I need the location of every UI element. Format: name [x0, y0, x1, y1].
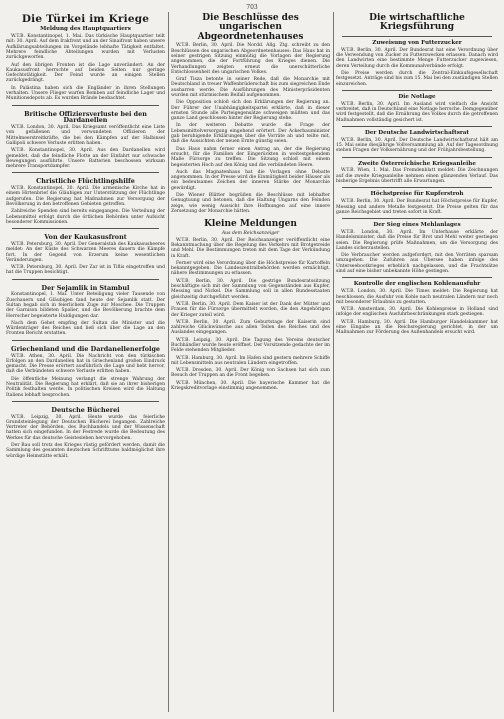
article-paragraph: In der weiteren Debatte wurde die Frage der Lebensmittelversorgung eingehend erörtert. Der Ackerbauminister gab beruhigende Erklärungen über die Vorräte ab und teilte mit, daß die Aussichten der neuen Ernte günstig seien. [171, 123, 330, 145]
section-heading: Britische Offiziersverluste bei den Dardanellen [24, 109, 147, 125]
article-paragraph: W.T.B. Berlin, 30. April. Im Ausland wird vielfach die Ansicht verbreitet, daß in Deutschland eine Notlage herrsche. Demgegenüber wird festgestellt, daß die Ernährung des Volkes durch die getroffenen Maßnahmen vollständig gesichert ist. [336, 101, 498, 123]
article-paragraph: W.T.B. London, 30. April. Das Kriegsamt veröffentlicht eine Liste von gefallenen und verwundeten Offizieren der Mittelmeerstreitkräfte, die bei den Kämpfen auf der Halbinsel Gallipoli schwere Verluste erlitten haben. [6, 125, 165, 146]
section-divider [12, 172, 159, 173]
article-paragraph: Der Bau soll trotz des Krieges rüstig gefördert werden, damit die Sammlung des gesamten deutschen Schrifttums baldmöglichst ihre würdige Heimstätte erhält. [6, 443, 165, 459]
section-divider [342, 187, 492, 188]
article-paragraph: In Palästina haben sich die Engländer in ihren Stellungen verhalten. Unsere Flieger warfen Bomben auf feindliche Lager und Munitionsdepots ab. Es wurden Brände beobachtet. [6, 85, 165, 102]
section-divider [342, 218, 492, 219]
section-dateline: Aus dem Reichsanzeiger [221, 230, 280, 236]
middle-column [171, 12, 330, 712]
article-paragraph: W.T.B. Berlin, 30. April. Die Nordd. Allg. Ztg. schreibt zu den Beschlüssen des ungarischen Abgeordnetenhauses: Das Haus hat in seiner gestrigen Sitzung einmütig die Vorlagen der Regierung angenommen, die der Fortführung des Krieges dienen. Die Verhandlungen zeigten erneut die unerschütterliche Entschlossenheit des ungarischen Volkes. [171, 43, 330, 75]
right-column [336, 12, 498, 712]
article-paragraph: W.T.B. Petersburg, 30. April. Der Generalstab des Kaukasusheeres meldet: An der Küste des Schwarzen Meeres dauern die Kämpfe fort. In der Gegend von Erzerum keine wesentlichen Veränderungen. [6, 241, 165, 263]
article-paragraph: Die öffentliche Meinung verlangt die strenge Wahrung der Neutralität. Die Regierung hat erklärt, daß sie an ihrer bisherigen Politik festhalten werde. In politischen Kreisen wird die Haltung Italiens lebhaft besprochen. [6, 376, 165, 398]
section-divider [12, 340, 159, 341]
article-paragraph: Graf Tisza betonte in seiner Rede, daß die Monarchie mit Deutschland in treuer Waffenbrüderschaft bis zum siegreichen Ende ausharren werde. Die Ausführungen des Ministerpräsidenten wurden mit stürmischem Beifall aufgenommen. [171, 77, 330, 98]
article-paragraph: W.T.B. Berlin, 30. April. Zum Geburtstage der Kaiserin sind zahlreiche Glückwünsche aus allen Teilen des Reiches und des Auslandes eingegangen. [171, 319, 330, 336]
article-paragraph: W.T.B. Dresden, 30. April. Der König von Sachsen hat sich zum Besuch der Truppen an die Front begeben. [171, 368, 330, 379]
right-column-body [336, 36, 498, 336]
section-heading: Der Sejamlik in Stambul [41, 283, 130, 292]
article-paragraph: W.T.B. Amsterdam, 30. April. Die Kohlenpreise in Holland sind infolge der englischen Ausfuhrbeschränkungen stark gestiegen. [336, 307, 498, 318]
article-paragraph: W.T.B. Leipzig, 30. April. Die Tagung des Vereins deutscher Buchhändler wurde heute eröffnet. Der Vorsitzende gedachte der im Felde stehenden Mitglieder. [171, 337, 330, 354]
section-subheading: Kontrolle der englischen Kohlenausfuhr [353, 281, 481, 288]
section-subheading: Zweite Österreichische Kriegsanleihe [358, 160, 476, 167]
section-subheading: Der Deutsche Landwirtschaftsrat [364, 129, 470, 136]
article-paragraph: Ferner wird eine Verordnung über die Höchstpreise für Kartoffeln bekanntgegeben. Die Landeszentralbehörden werden ermächtigt, nähere Bestimmungen zu erlassen. [171, 260, 330, 277]
article-paragraph: Konstantinopel, 1. Mai. Unter Beteiligung vieler Tausende von Zuschauern und Gläubigen fand heute der Sejamlik statt. Der Sultan begab sich in feierlichem Zuge zur Moschee. Die Truppen der Garnison bildeten Spalier, und die Bevölkerung brachte dem Herrscher begeisterte Huldigungen dar. [6, 292, 165, 319]
section-divider [342, 157, 492, 158]
section-divider [12, 401, 159, 402]
middle-column-body [171, 43, 330, 391]
left-column-body [6, 34, 165, 459]
article-paragraph: W.T.B. Berlin, 30. April. Die gestrige Bundesratssitzung beschäftigte sich mit der Sammlung von Gegenständen aus Kupfer, Messing und Nickel. Die Sammlung soll in allen Bundesstaaten gleichzeitig durchgeführt werden. [171, 278, 330, 300]
section-heading: Von der Kaukasusfront [44, 233, 127, 242]
left-column-title: Die Türkei im Kriege [21, 13, 150, 25]
article-paragraph: W.T.B. Wien, 1. Mai. Das Fremdenblatt meldet: Die Zeichnungen auf die zweite Kriegsanleihe nehmen einen glänzenden Verlauf. Das bisherige Ergebnis übertrifft alle Erwartungen. [336, 168, 498, 185]
article-paragraph: W.T.B. Konstantinopel, 30. April. Aus den Dardanellen wird gemeldet, daß die feindliche Flotte an der Einfahrt nur schwache Bewegungen ausführte. Unsere Batterien beschossen wirksam mehrere Transportdampfer. [6, 148, 165, 170]
article-paragraph: W.T.B. Berlin, 30. April. Der Bundesrat hat Höchstpreise für Kupfer, Messing und andere Metalle festgesetzt. Die Preise gelten für das ganze Reichsgebiet und treten sofort in Kraft. [336, 199, 498, 215]
article-paragraph: W.T.B. Petersburg, 30. April. Der Zar ist in Tiflis eingetroffen und hat die Truppen besichtigt. [6, 265, 165, 276]
column-rule [333, 12, 334, 712]
section-subheading: Der Sieg eines Mehlanlages [373, 222, 461, 229]
section-heading: Griechenland und die Dardanellenerfolge [11, 344, 160, 353]
article-paragraph: Auf den übrigen Fronten ist die Lage unverändert. An der Kaukasusfront herrschte auf beiden Seiten nur geringe Gefechtstätigkeit. Der Feind wurde an einigen Stellen zurückgedrängt. [6, 62, 165, 84]
section-divider [342, 126, 492, 127]
middle-column-title: Die Beschlüsse des ungarischen Abgeordnetenhauses [197, 13, 304, 42]
article-paragraph: Die Preise werden durch die Zentral-Einkaufsgesellschaft festgesetzt. Anträge sind bis zum 15. Mai bei den zuständigen Stellen einzureichen. [336, 70, 498, 87]
section-subheading: Die Notlage [398, 93, 436, 100]
article-paragraph: Die Opposition schloß sich den Erklärungen der Regierung an. Der Führer der Unabhängigkeitspartei erklärte, daß in dieser ernsten Stunde alle Parteigegensätze schweigen müßten und das ganze Land geschlossen hinter der Regierung stehe. [171, 100, 330, 122]
article-paragraph: Das Haus nahm ferner einen Antrag an, der die Regierung ersucht, für die Familien der Eingerückten in weitestgehendem Maße Fürsorge zu treffen. Die Sitzung schloß mit einem begeisterten Hoch auf den König und die verbündeten Heere. [171, 146, 330, 168]
section-divider [12, 105, 159, 106]
left-column [6, 12, 165, 712]
section-divider [342, 90, 492, 91]
article-paragraph: W.T.B. London, 30. April. Im Unterhause erklärte der Handelsminister, daß die Preise für Brot und Mehl weiter gestiegen seien. Die Regierung prüfe Maßnahmen, um die Versorgung des Landes sicherzustellen. [336, 229, 498, 251]
article-paragraph: Die Verbraucher werden aufgefordert, mit den Vorräten sparsam umzugehen. Die Zufuhren aus Übersee haben infolge des Unterseebootkrieges erheblich nachgelassen, und die Frachtsätze sind auf eine bisher unbekannte Höhe gestiegen. [336, 253, 498, 275]
article-paragraph: Die Wiener Blätter begrüßen die Beschlüsse mit lebhafter Genugtuung und betonen, daß die Haltung Ungarns den Feinden zeige, wie wenig Aussicht ihre Hoffnungen auf eine innere Zersetzung der Monarchie hätten. [171, 193, 330, 214]
article-paragraph: W.T.B. Berlin, 30. April. Der Reichsanzeiger veröffentlicht eine Bekanntmachung über die Regelung des Verkehrs mit Brotgetreide und Mehl. Die Bestimmungen treten mit dem Tage der Verkündung in Kraft. [171, 237, 330, 259]
article-paragraph: W.T.B. Konstantinopel, 1. Mai. Das türkische Hauptquartier teilt mit: 30. April. Auf dem Irakfront und an der Sinaifront haben unsere Aufklärungsabteilungen im Vorgelände lebhafte Tätigkeit entfaltet. Mehrere feindliche Abteilungen wurden mit Verlusten zurückgeworfen. [6, 34, 165, 61]
article-paragraph: W.T.B. Hamburg, 30. April. Im Hafen sind gestern mehrere Schiffe mit Lebensmitteln aus neutralen Ländern eingetroffen. [171, 355, 330, 366]
page-number: 703 [246, 4, 258, 11]
section-divider [12, 228, 159, 229]
section-heading-large: Kleine Meldungen [204, 219, 297, 230]
section-divider [342, 277, 492, 278]
article-paragraph: W.T.B. Berlin, 30. April. Der Deutsche Landwirtschaftsrat hält am 15. Mai seine diesjährige Vollversammlung ab. Auf der Tagesordnung stehen Fragen der Volksernährung und der Frühjahrsbestellung. [336, 137, 498, 154]
right-column-title: Die wirtschaftliche Kriegsführung [369, 13, 465, 33]
article-paragraph: W.T.B. Berlin, 30. April. Der Bundesrat hat eine Verordnung über die Verwendung von Zucker zu Futterzwecken erlassen. Danach wird den Landwirten eine bestimmte Menge Futterzucker zugewiesen, deren Verteilung durch die Kommunalverbände erfolgt. [336, 47, 498, 69]
article-paragraph: W.T.B. Hamburg, 30. April. Die Hamburger Handelskammer hat eine Eingabe an die Reichsregierung gerichtet, in der um Maßnahmen zur Förderung des Außenhandels ersucht wird. [336, 319, 498, 336]
section-divider [12, 279, 159, 280]
article-paragraph: Zahlreiche Spenden sind bereits eingegangen. Die Verteilung der Lebensmittel erfolgt durch die örtlichen Behörden unter Aufsicht besonderer Kommissionen. [6, 209, 165, 225]
section-subheading: Höchstpreise für Kupferstroh [370, 191, 464, 198]
section-subheading: Zuweisung von Futterzucker [372, 39, 462, 46]
article-paragraph: W.T.B. Leipzig, 30. April. Heute wurde das feierliche Grundsteinlegung der Deutschen Bücherei begangen. Zahlreiche Vertreter der Behörden, des Buchhandels und der Wissenschaft hatten sich eingefunden. In der Festrede wurde die Bedeutung des Werkes für das deutsche Geistesleben hervorgehoben. [6, 414, 165, 441]
section-heading: Christliche Flüchtlingshilfe [36, 177, 135, 186]
section-divider [342, 36, 492, 37]
article-paragraph: W.T.B. Konstantinopel, 30. April. Die armenische Kirche hat in einem Hirtenbrief die Gläubigen zur Unterstützung der Flüchtlinge aufgerufen. Die Regierung hat Maßnahmen zur Versorgung der Bevölkerung in den betroffenen Gebieten getroffen. [6, 186, 165, 207]
section-heading: Deutsche Bücherei [51, 405, 120, 414]
article-paragraph: W.T.B. Berlin, 30. April. Dem Kaiser ist der Dank der Mütter und Frauen für die Fürsorge übermittelt worden, die den Angehörigen der Krieger zuteil wird. [171, 301, 330, 318]
article-paragraph: Auch das Magnatenhaus hat die Vorlagen ohne Debatte angenommen. In der Presse wird die Einmütigkeit beider Häuser als ein bedeutsames Zeichen der inneren Stärke der Monarchie gewürdigt. [171, 169, 330, 191]
article-paragraph: W.T.B. Athen, 30. April. Die Nachricht von den türkischen Erfolgen an den Dardanellen hat in Griechenland großen Eindruck gemacht. Die Presse erörtert ausführlich die Lage und hebt hervor, daß die Verbündeten schwere Verluste erlitten haben. [6, 353, 165, 375]
article-paragraph: W.T.B. London, 30. April. Die Times meldet: Die Regierung hat beschlossen, die Ausfuhr von Kohle nach neutralen Ländern nur noch mit besonderer Erlaubnis zu gestatten. [336, 289, 498, 305]
article-paragraph: Nach dem Gebet empfing der Sultan die Minister und die Würdenträger des Reiches und ließ sich über die Lage an den Fronten Bericht erstatten. [6, 320, 165, 337]
left-column-subtitle: Meldung des Hauptquartiers [40, 26, 131, 33]
article-paragraph: W.T.B. München, 30. April. Die bayerische Kammer hat die Kriegskreditvorlage einstimmig angenommen. [171, 380, 330, 392]
column-rule [168, 12, 169, 712]
